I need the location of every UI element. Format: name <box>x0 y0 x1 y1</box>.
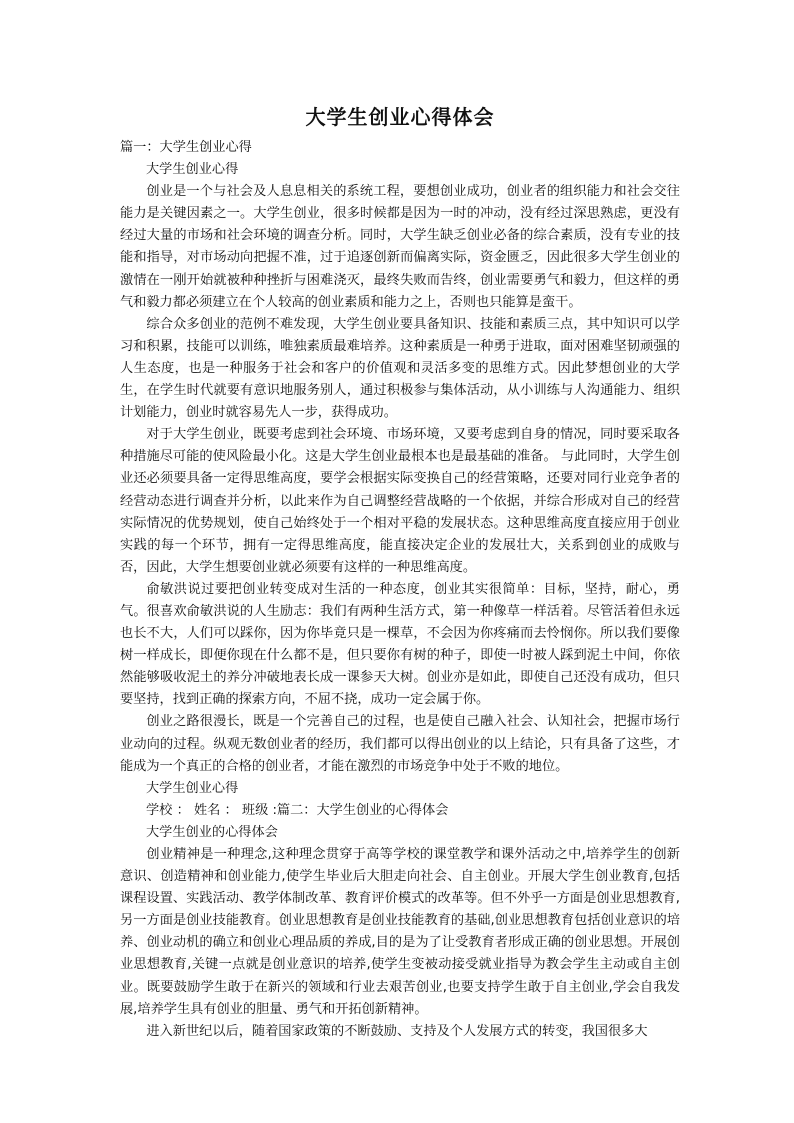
section-subheading: 大学生创业的心得体会 <box>146 824 278 840</box>
section-subheading: 大学生创业心得 <box>146 162 239 178</box>
body-paragraph: 俞敏洪说过要把创业转变成对生活的一种态度，创业其实很简单：目标，坚持，耐心，勇气。很喜欢俞敏洪说的人生励志：我们有两种生活方式，第一种像草一样活着。尽管活着但永远也长不大，人们可以踩你，因为你毕竟只是一棵草，不会因为你疼痛而去怜悯你。所以我们要像树一样成长，即便你现在什么都不是，但只要你有树的种子，即使一时被人踩到泥土中间，你依然能够吸收泥土的养分冲破地表长成一课参天大树。创业亦是如此，即使自己还没有成功，但只要坚持，找到正确的探索方向，不屈不挠，成功一定会属于你。 <box>120 581 680 708</box>
body-paragraph: 创业之路很漫长，既是一个完善自己的过程，也是使自己融入社会、认知社会，把握市场行业动向的过程。纵观无数创业者的经历，我们都可以得出创业的以上结论，只有具备了这些，才能成为一个真正的合格的创业者，才能在激烈的市场竞争中处于不败的地位。 <box>120 714 680 774</box>
meta-line: 学校 ： 姓名 ： 班级 :篇二：大学生创业的心得体会 <box>146 802 449 818</box>
body-paragraph: 创业是一个与社会及人息息相关的系统工程，要想创业成功，创业者的组织能力和社会交往能力是关键因素之一。大学生创业，很多时候都是因为一时的冲动，没有经过深思熟虑，更没有经过大量的市场和社会环境的调查分析。同时，大学生缺乏创业必备的综合素质，没有专业的技能和指导，对市场动向把握不准，过于追逐创新而偏离实际，资金匮乏，因此很多大学生创业的激情在一刚开始就被种种挫折与困难浇灭，最终失败而告终，创业需要勇气和毅力，但这样的勇气和毅力都必须建立在个人较高的创业素质和能力之上，否则也只能算是蛮干。 <box>120 184 680 310</box>
body-paragraph: 进入新世纪以后，随着国家政策的不断鼓励、支持及个人发展方式的转变，我国很多大 <box>146 1023 648 1039</box>
repeat-subheading: 大学生创业心得 <box>146 780 239 796</box>
body-paragraph: 综合众多创业的范例不难发现，大学生创业要具备知识、技能和素质三点，其中知识可以学习和积累，技能可以训练，唯独素质最难培养。这种素质是一种勇于进取，面对困难坚韧顽强的人生态度，也是一种服务于社会和客户的价值观和灵活多变的思维方式。因此梦想创业的大学生，在学生时代就要有意识地服务别人，通过积极参与集体活动，从小训练与人沟通能力、组织计划能力，创业时就容易先人一步，获得成功。 <box>120 316 680 421</box>
section-heading: 篇一：大学生创业心得 <box>120 140 252 155</box>
document-page <box>120 103 680 1043</box>
body-paragraph: 创业精神是一种理念,这种理念贯穿于高等学校的课堂教学和课外活动之中,培养学生的创新意识、创造精神和创业能力,使学生毕业后大胆走向社会、自主创业。开展大学生创业教育,包括课程设置、实践活动、教学体制改革、教育评价模式的改革等。但不外乎一方面是创业思想教育,另一方面是创业技能教育。创业思想教育是创业技能教育的基础,创业思想教育包括创业意识的培养、创业动机的确立和创业心理品质的养成,目的是为了让受教育者形成正确的创业思想。开展创业思想教育,关键一点就是创业意识的培养,使学生变被动接受就业指导为教会学生主动或自主创业。既要鼓励学生敢于在新兴的领域和行业去艰苦创业,也要支持学生敢于自主创业,学会自我发展,培养学生具有创业的胆量、勇气和开拓创新精神。 <box>120 847 680 1017</box>
document-title: 大学生创业心得体会 <box>305 105 495 129</box>
body-paragraph: 对于大学生创业，既要考虑到社会环境、市场环境，又要考虑到自身的情况，同时要采取各种措施尽可能的使风险最小化。这是大学生创业最根本也是最基础的准备。 与此同时，大学生创业还必须要具备一定得思维高度，要学会根据实际变换自己的经营策略，还要对同行业竞争者的经营动态进行调查并分析，以此来作为自己调整经营战略的一个依据，并综合形成对自己的经营实际情况的优势规划，使自己始终处于一个相对平稳的发展状态。这种思维高度直接应用于创业实践的每一个环节，拥有一定得思维高度，能直接决定企业的发展壮大，关系到创业的成败与否，因此，大学生想要创业就必须要有这样的一种思维高度。 <box>120 427 680 575</box>
